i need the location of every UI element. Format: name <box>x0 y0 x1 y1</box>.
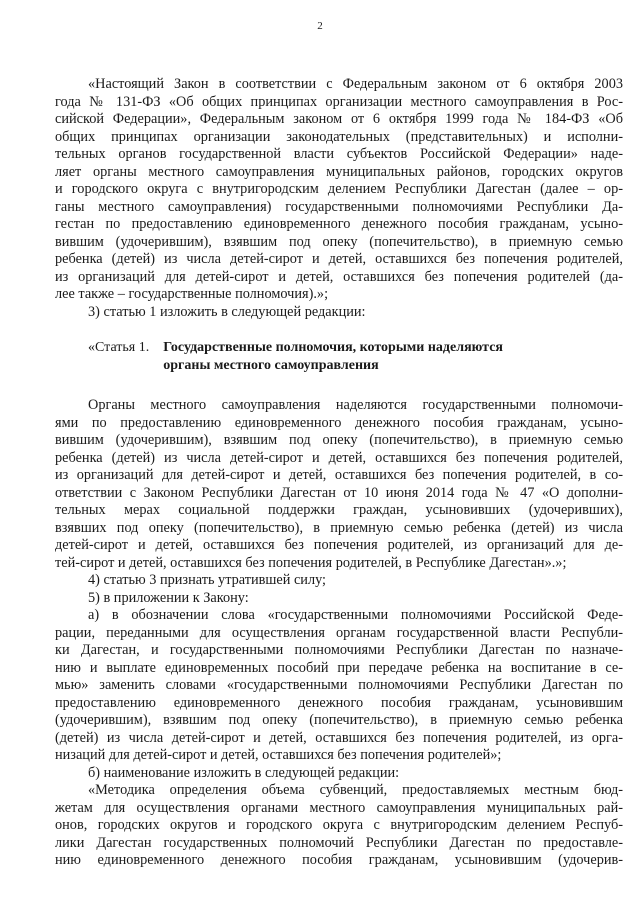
paragraph-methodology <box>55 782 623 870</box>
text-line: «Методика определения объема субвенций, предоставляемых местным бюд- <box>88 782 623 798</box>
article-title-line: органы местного самоуправления <box>163 357 379 373</box>
article-title-line: Государственные полномочия, которыми наделяются <box>163 340 503 355</box>
text-line: гестан по предоставлению единовременного денежного пособия гражданам, усыно- <box>55 216 623 232</box>
spacer <box>55 321 623 339</box>
paragraph-article-1 <box>55 397 623 572</box>
text-line: «Настоящий Закон в соответствии с Федеральным законом от 6 октября 2003 <box>88 76 623 92</box>
text-line: предоставлению единовременного денежного пособия гражданам, усыновившим <box>55 694 623 711</box>
text-line: ответствии с Законом Республики Дагестан от 10 июня 2014 года № 47 «О дополни- <box>55 484 623 501</box>
article-title <box>163 339 503 374</box>
paragraph-item-a <box>55 607 623 765</box>
text-line: из организаций для детей-сирот и детей, оставшихся без попечения родителей (да- <box>55 268 623 285</box>
text-line: из организаций для детей-сирот и детей, оставшихся без попечения родителей, в со- <box>55 467 623 483</box>
item-5: 5) в приложении к Закону: <box>88 589 249 606</box>
text-line: ребенка (детей) из числа детей-сирот и детей, оставшихся без попечения родителей, <box>55 449 623 466</box>
spacer <box>55 374 623 397</box>
text-line: ляет органы местного самоуправления муниципальных районов, городских округов <box>55 163 623 180</box>
text-line: нию единовременного денежного пособия гражданам, усыновившим (удочерив- <box>55 852 623 868</box>
text-line: общих принципах организации законодательных (представительных) и исполни- <box>55 128 623 145</box>
text-line: ями по предоставлению единовременного денежного пособия гражданам, усыно- <box>55 414 623 431</box>
text-line: лее также – государственные полномочия).»; <box>55 286 329 302</box>
document-body <box>55 76 623 870</box>
page-number: 2 <box>317 20 323 32</box>
text-line: ребенка (детей) из числа детей-сирот и детей, оставшихся без попечения родителей, <box>55 251 623 267</box>
text-line: вившим (удочерившим), взявшим под опеку (попечительство), в приемную семью <box>55 233 623 250</box>
text-line: сийской Федерации», Федеральным законом от 6 октября 1999 года № 184-ФЗ «Об <box>55 111 623 127</box>
text-line: нию и выплате единовременных пособий при передаче ребенка на воспитание в се- <box>55 659 623 676</box>
text-line: взявших под опеку (попечительство), в приемную семью ребенка (детей) из числа <box>55 519 623 536</box>
text-line: онов, городских округов и городского округа с внутригородским делением Респуб- <box>55 817 623 833</box>
text-line: тей-сирот и детей, оставшихся без попечения родителей, в Республике Дагестан».»; <box>55 554 567 571</box>
text-line: жетам для осуществления органами местного самоуправления муниципальных рай- <box>55 799 623 816</box>
text-line: вившим (удочерившим), взявшим под опеку (попечительство), в приемную семью <box>55 432 623 448</box>
text-line: года № 131-ФЗ «Об общих принципах организации местного самоуправления в Рос- <box>55 93 623 110</box>
text-line: и городского округа с внутригородским делением Республики Дагестан (далее – ор- <box>55 181 623 197</box>
item-4: 4) статью 3 признать утратившей силу; <box>88 572 327 588</box>
text-line: рации, переданными для осуществления органам государственной власти Республи- <box>55 624 623 641</box>
article-heading <box>55 339 623 374</box>
text-line: а) в обозначении слова «государственными полномочиями Российской Феде- <box>88 607 623 623</box>
paragraph-law-preamble <box>55 76 623 304</box>
text-line: детей-сирот и детей, оставшихся без попечения родителей, из организаций для де- <box>55 537 623 553</box>
text-line: мью» заменить словами «государственными полномочиями Республики Дагестан по <box>55 677 623 693</box>
article-number: «Статья 1. <box>88 340 150 355</box>
text-line: ки Дагестан, и государственными полномочиями Республики Дагестан по назначе- <box>55 642 623 658</box>
text-line: (детей) из числа детей-сирот и детей, оставшихся без попечения родителей, из орга- <box>55 729 623 746</box>
text-line: (удочерившим), взявшим под опеку (попечительство), в приемную семью ребенка <box>55 712 623 728</box>
item-b: б) наименование изложить в следующей редакции: <box>88 764 400 781</box>
text-line: Органы местного самоуправления наделяются государственными полномочи- <box>88 397 623 413</box>
text-line: тельных мерах социальной поддержки граждан, усыновивших (удочеривших), <box>55 502 623 518</box>
text-line: тельных органов государственной власти субъектов Российской Федерации» наде- <box>55 146 623 162</box>
text-line: лики Дагестан государственных полномочий Республики Дагестан по предоставле- <box>55 834 623 851</box>
text-line: низаций для детей-сирот и детей, оставшихся без попечения родителей»; <box>55 747 502 763</box>
text-line: ганы местного самоуправления) государственными полномочиями Республики Да- <box>55 198 623 215</box>
item-3: 3) статью 1 изложить в следующей редакции: <box>88 303 366 320</box>
